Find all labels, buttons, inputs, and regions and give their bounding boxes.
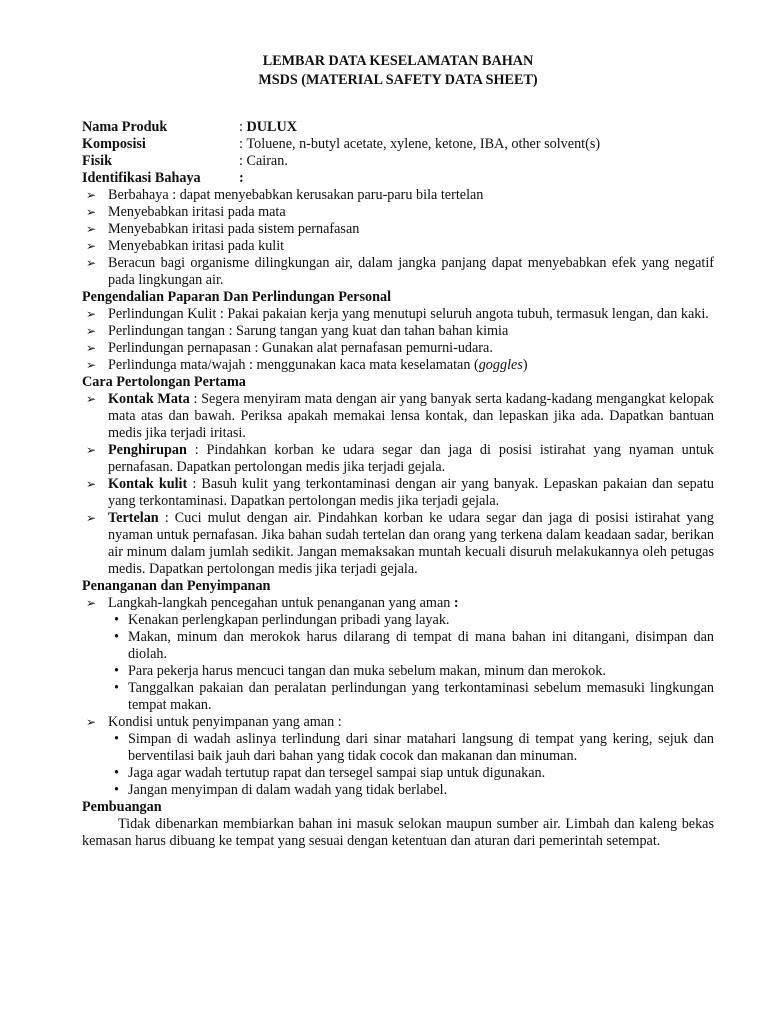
info-row-composition [82, 136, 714, 153]
first-aid-list [82, 391, 714, 578]
hazard-text: Menyebabkan iritasi pada kulit [108, 238, 285, 254]
first-aid-label: Kontak kulit [108, 476, 188, 492]
info-key: Komposisi [82, 136, 146, 152]
list-item [82, 510, 714, 578]
first-aid-text: : Basuh kulit yang terkontaminasi dengan air yang banyak. Lepaskan pakaian dan sepatu yang terkontaminasi. Dapatkan pertolongan medis jika terjadi gejala. [108, 476, 714, 509]
dot-bullet-icon: • [114, 663, 119, 679]
arrow-bullet-icon: ➢ [86, 715, 97, 729]
handling-text: Tanggalkan pakaian dan peralatan perlindungan yang terkontaminasi sebelum memasuki lingkungan tempat makan. [128, 680, 714, 713]
list-item [82, 204, 714, 221]
arrow-bullet-icon: ➢ [86, 443, 97, 457]
info-row-physical [82, 153, 714, 170]
first-aid-label: Kontak Mata [108, 391, 190, 407]
info-row-hazard-identification [82, 170, 714, 187]
info-sep: : [239, 119, 247, 135]
list-item [108, 782, 714, 799]
arrow-bullet-icon: ➢ [86, 511, 97, 525]
product-info [82, 119, 714, 187]
arrow-bullet-icon: ➢ [86, 392, 97, 406]
list-item [82, 306, 714, 323]
arrow-bullet-icon: ➢ [86, 596, 97, 610]
disposal-paragraph: Tidak dibenarkan membiarkan bahan ini masuk selokan maupun sumber air. Limbah dan kaleng bekas kemasan harus dibuang ke tempat yang sesuai dengan ketentuan dan aturan dari pemerintah setempat. [82, 816, 714, 849]
arrow-bullet-icon: ➢ [86, 358, 97, 372]
hazard-text: Menyebabkan iritasi pada mata [108, 204, 286, 220]
list-item [82, 238, 714, 255]
list-item [82, 442, 714, 476]
goggles-term: goggles [478, 357, 523, 373]
close-paren: ) [522, 357, 528, 373]
safe-handling-list [82, 612, 714, 714]
storage-list [82, 731, 714, 799]
list-item [82, 255, 714, 289]
arrow-bullet-icon: ➢ [86, 341, 97, 355]
list-item [82, 357, 714, 374]
section-heading-disposal: Pembuangan [82, 799, 162, 815]
info-sep: : [239, 170, 244, 186]
list-item [82, 714, 714, 731]
dot-bullet-icon: • [114, 629, 119, 645]
exposure-text: Perlindungan tangan : Sarung tangan yang kuat dan tahan bahan kimia [108, 323, 509, 339]
first-aid-text: : Pindahkan korban ke udara segar dan jaga di posisi istirahat yang nyaman untuk pernafasan. Dapatkan pertolongan medis jika terjadi gejala. [108, 442, 714, 475]
section-heading-first-aid: Cara Pertolongan Pertama [82, 374, 246, 390]
list-item [108, 629, 714, 663]
first-aid-text: : Cuci mulut dengan air. Pindahkan korban ke udara segar dan jaga di posisi istirahat yang nyaman untuk pernafasan. Jika bahan sudah tertelan dan orang yang terkena dalam keadaan sadar, berikan air minum dalam jumlah sedikit. Jangan memaksakan muntah kecuali disuruh melakukannya oleh petugas medis. Dapatkan pertolongan medis jika terjadi gejala. [108, 510, 714, 577]
document-title: LEMBAR DATA KESELAMATAN BAHAN [262, 53, 534, 69]
list-item [82, 391, 714, 442]
document-subtitle: MSDS (MATERIAL SAFETY DATA SHEET) [258, 72, 538, 88]
section-heading-handling: Penanganan dan Penyimpanan [82, 578, 271, 594]
handling-text: Makan, minum dan merokok harus dilarang di tempat di mana bahan ini ditangani, disimpan dan diolah. [128, 629, 714, 662]
list-item [108, 765, 714, 782]
storage-text: Jaga agar wadah tertutup rapat dan tersegel sampai siap untuk digunakan. [128, 765, 546, 781]
list-item [82, 340, 714, 357]
arrow-bullet-icon: ➢ [86, 222, 97, 236]
safe-handling-label: Langkah-langkah pencegahan untuk penanganan yang aman [108, 595, 454, 611]
arrow-bullet-icon: ➢ [86, 256, 97, 270]
handling-list [82, 595, 714, 612]
first-aid-text: : Segera menyiram mata dengan air yang banyak serta kadang-kadang mengangkat kelopak mata atas dan bawah. Periksa apakah memakai lensa kontak, dan lepaskan jika ada. Dapatkan bantuan medis jika terjadi iritasi. [108, 391, 715, 441]
hazard-text: Berbahaya : dapat menyebabkan kerusakan paru-paru bila tertelan [108, 187, 484, 203]
info-value: DULUX [246, 119, 297, 135]
info-key: Fisik [82, 153, 112, 169]
exposure-list [82, 306, 714, 374]
storage-heading-list [82, 714, 714, 731]
arrow-bullet-icon: ➢ [86, 239, 97, 253]
info-key: Nama Produk [82, 119, 168, 135]
dot-bullet-icon: • [114, 731, 119, 747]
handling-text: Kenakan perlengkapan perlindungan pribadi yang layak. [128, 612, 450, 628]
info-sep: : [239, 136, 247, 152]
list-item [82, 476, 714, 510]
list-item [108, 731, 714, 765]
safe-handling-colon: : [453, 595, 459, 611]
info-row-product-name [82, 119, 714, 136]
dot-bullet-icon: • [114, 612, 119, 628]
info-value: Cairan. [246, 153, 288, 169]
arrow-bullet-icon: ➢ [86, 477, 97, 491]
arrow-bullet-icon: ➢ [86, 307, 97, 321]
dot-bullet-icon: • [114, 765, 119, 781]
arrow-bullet-icon: ➢ [86, 324, 97, 338]
first-aid-label: Penghirupan [108, 442, 187, 458]
section-heading-exposure: Pengendalian Paparan Dan Perlindungan Personal [82, 289, 392, 305]
list-item [82, 187, 714, 204]
document-title-block [82, 52, 714, 90]
exposure-text: Perlindungan pernapasan : Gunakan alat pernafasan pemurni-udara. [108, 340, 493, 356]
storage-text: Jangan menyimpan di dalam wadah yang tidak berlabel. [128, 782, 448, 798]
msds-document [82, 52, 714, 850]
info-key: Identifikasi Bahaya [82, 170, 201, 186]
first-aid-label: Tertelan [108, 510, 159, 526]
storage-label: Kondisi untuk penyimpanan yang aman : [108, 714, 342, 730]
info-sep: : [239, 153, 247, 169]
dot-bullet-icon: • [114, 782, 119, 798]
dot-bullet-icon: • [114, 680, 119, 696]
arrow-bullet-icon: ➢ [86, 188, 97, 202]
exposure-text: Perlindungan Kulit : Pakai pakaian kerja yang menutupi seluruh angota tubuh, termasuk lengan, dan kaki. [108, 306, 709, 322]
list-item [108, 680, 714, 714]
list-item [108, 612, 714, 629]
hazard-text: Menyebabkan iritasi pada sistem pernafasan [108, 221, 360, 237]
list-item [108, 663, 714, 680]
exposure-text: Perlindunga mata/wajah : menggunakan kaca mata keselamatan ( [108, 357, 479, 373]
arrow-bullet-icon: ➢ [86, 205, 97, 219]
info-value: Toluene, n-butyl acetate, xylene, ketone, IBA, other solvent(s) [246, 136, 601, 152]
handling-text: Para pekerja harus mencuci tangan dan muka sebelum makan, minum dan merokok. [128, 663, 606, 679]
storage-text: Simpan di wadah aslinya terlindung dari sinar matahari langsung di tempat yang kering, sejuk dan berventilasi baik jauh dari bahan yang tidak cocok dan makanan dan minuman. [128, 731, 714, 764]
list-item [82, 323, 714, 340]
hazard-text: Beracun bagi organisme dilingkungan air, dalam jangka panjang dapat menyebabkan efek yang negatif pada lingkungan air. [108, 255, 714, 288]
list-item [82, 221, 714, 238]
list-item [82, 595, 714, 612]
hazard-list [82, 187, 714, 289]
